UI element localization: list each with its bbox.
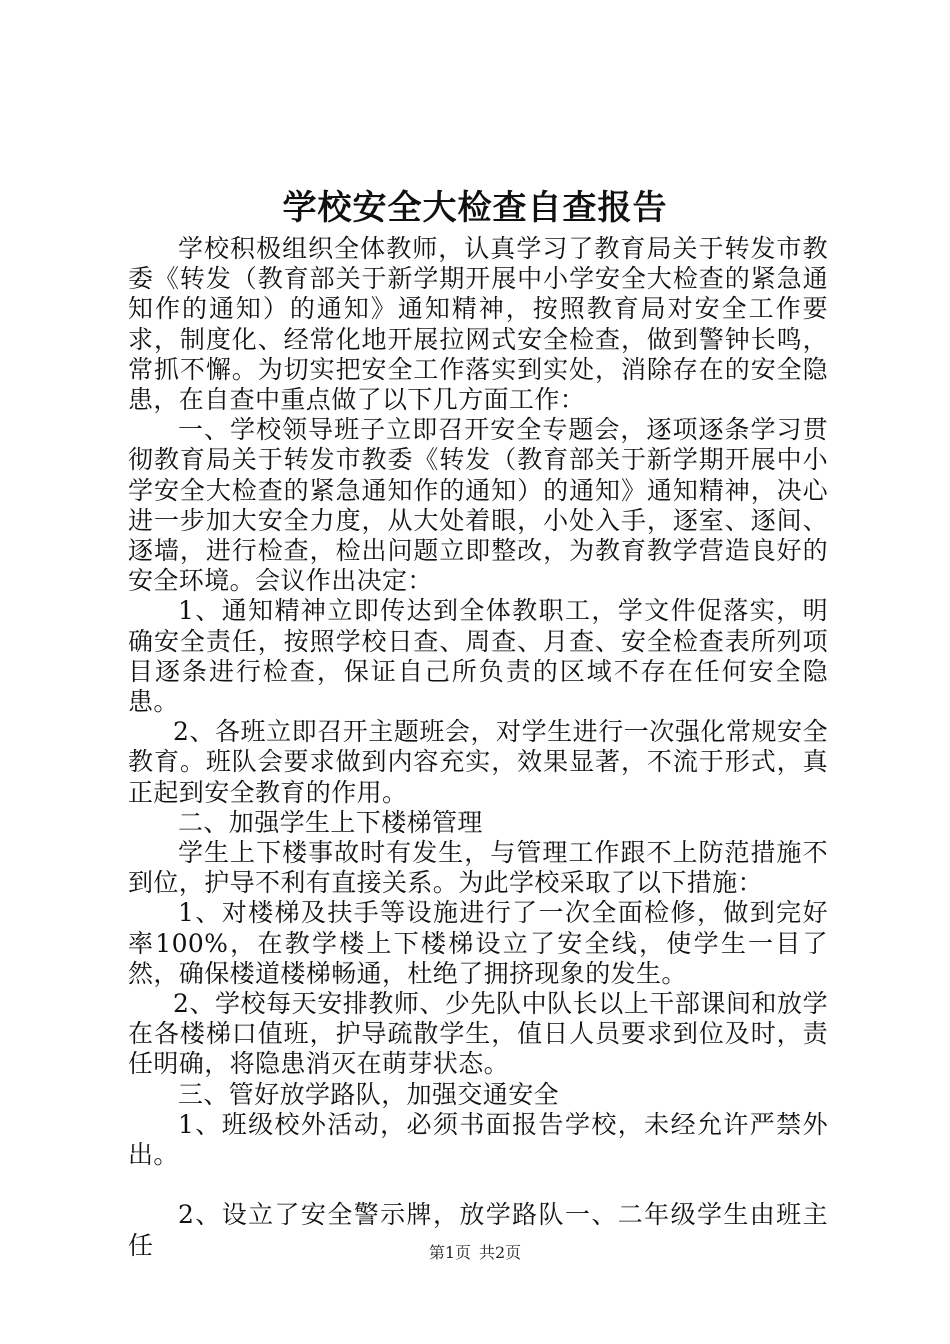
paragraph-item-3-2: 2、设立了安全警示牌，放学路队一、二年级学生由班主任 — [128, 1200, 828, 1260]
page-number: 第1页 — [428, 1243, 471, 1262]
paragraph-section-3-heading: 三、管好放学路队，加强交通安全 — [178, 1079, 560, 1109]
page-total: 共2页 — [479, 1243, 522, 1262]
document-title: 学校安全大检查自查报告 — [282, 188, 668, 228]
paragraph-item-1-1: 1、通知精神立即传达到全体教职工，学文件促落实，明确安全责任，按照学校日查、周查、月查、安全检查表所列项目逐条进行检查，保证自己所负责的区域不存在任何安全隐患。 — [128, 596, 828, 717]
paragraph-item-2-1: 1、对楼梯及扶手等设施进行了一次全面检修，做到完好率100%，在教学楼上下楼梯设立了安全线，使学生一目了然，确保楼道楼梯畅通，杜绝了拥挤现象的发生。 — [128, 898, 828, 988]
paragraph-section-1: 一、学校领导班子立即召开安全专题会，逐项逐条学习贯彻教育局关于转发市教委《转发（教育部关于新学期开展中小学安全大检查的紧急通知作的通知）的通知》通知精神，决心进一步加大安全力度，从大处着眼，小处入手，逐室、逐间、逐墙，进行检查，检出问题立即整改，为教育教学营造良好的安全环境。会议作出决定： — [128, 415, 828, 596]
page-footer — [0, 1242, 950, 1264]
paragraph-section-2-intro: 学生上下楼事故时有发生，与管理工作跟不上防范措施不到位，护导不利有直接关系。为此学校采取了以下措施： — [128, 838, 828, 898]
paragraph-item-3-1: 1、班级校外活动，必须书面报告学校，未经允许严禁外出。 — [128, 1109, 828, 1170]
paragraph-item-1-2: 2、各班立即召开主题班会，对学生进行一次强化常规安全教育。班队会要求做到内容充实，效果显著，不流于形式，真正起到安全教育的作用。 — [128, 717, 828, 807]
document-body — [128, 234, 828, 1261]
paragraph-item-2-2: 2、学校每天安排教师、少先队中队长以上干部课间和放学在各楼梯口值班，护导疏散学生，值日人员要求到位及时，责任明确，将隐患消灭在萌芽状态。 — [128, 989, 828, 1079]
paragraph-section-2-heading: 二、加强学生上下楼梯管理 — [178, 807, 483, 837]
paragraph-intro: 学校积极组织全体教师，认真学习了教育局关于转发市教委《转发（教育部关于新学期开展中小学安全大检查的紧急通知作的通知）的通知》通知精神，按照教育局对安全工作要求，制度化、经常化地开展拉网式安全检查，做到警钟长鸣，常抓不懈。为切实把安全工作落实到实处，消除存在的安全隐患，在自查中重点做了以下几方面工作： — [128, 234, 828, 415]
